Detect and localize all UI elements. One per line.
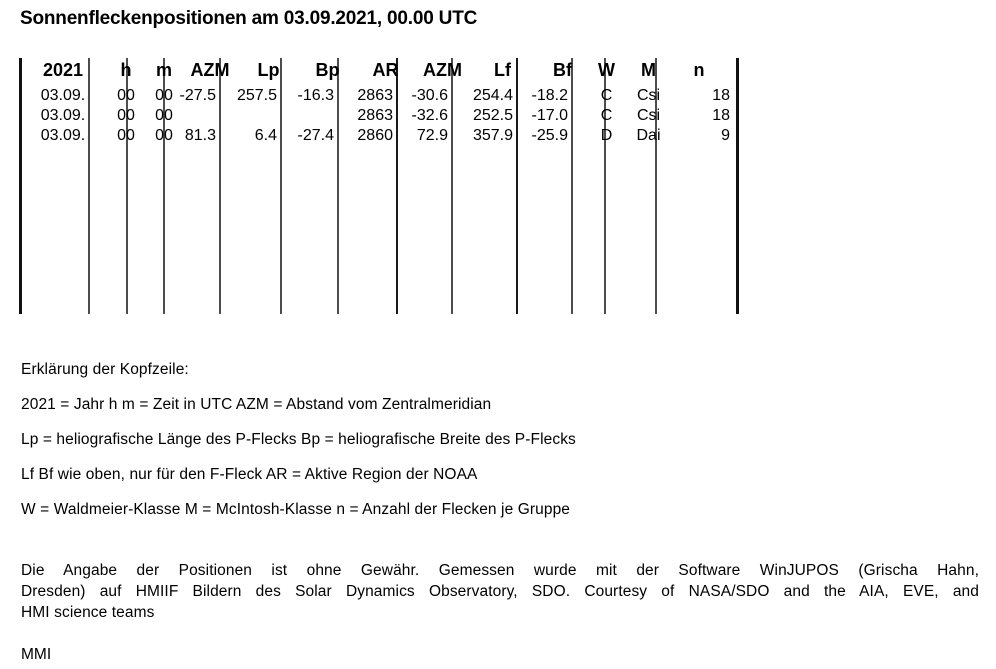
column-header-azm-f: AZM <box>423 60 462 80</box>
column-header-bf: Bf <box>553 60 572 80</box>
cell-m: 00 <box>155 127 173 144</box>
column-header-m: m <box>155 60 172 80</box>
cell-bp: -27.4 <box>297 127 334 144</box>
cell-w: C <box>600 107 613 124</box>
cell-lp: 257.5 <box>236 87 277 104</box>
legend-heading: Erklärung der Kopfzeile: <box>21 361 189 378</box>
legend-block <box>21 352 961 527</box>
cell-ar: 2863 <box>357 107 393 124</box>
column-header-n: n <box>693 60 705 80</box>
legend-line-2: Lp = heliografische Länge des P-Flecks Bp = heliografische Breite des P-Flecks <box>21 431 576 448</box>
column-header-w: W <box>598 60 615 80</box>
cell-year: 03.09. <box>40 127 86 144</box>
cell-lp <box>222 106 277 126</box>
cell-azm-f: -30.6 <box>411 87 448 104</box>
cell-w: C <box>600 87 613 104</box>
cell-azm-f: 72.9 <box>416 127 448 144</box>
table-row <box>19 106 738 126</box>
legend-line-3: Lf Bf wie oben, nur für den F-Fleck AR = Aktive Region der NOAA <box>21 466 478 483</box>
column-header-azm-p: AZM <box>190 60 230 80</box>
cell-m: 00 <box>155 107 173 124</box>
cell-w: D <box>600 127 613 144</box>
cell-m-class: Dai <box>636 127 661 144</box>
disclaimer-block <box>21 560 979 623</box>
cell-lp: 6.4 <box>254 127 277 144</box>
column-header-ar: AR <box>372 60 399 80</box>
cell-h: 00 <box>117 127 135 144</box>
cell-azm-p <box>166 106 216 126</box>
disclaimer-line-1: Die Angabe der Positionen ist ohne Gewähr. Gemessen wurde mit der Software WinJUPOS (Grischa Hahn, <box>21 562 979 579</box>
page-title: Sonnenfleckenpositionen am 03.09.2021, 00.00 UTC <box>20 8 478 29</box>
cell-year: 03.09. <box>40 87 86 104</box>
cell-lf: 254.4 <box>472 87 513 104</box>
cell-lf: 252.5 <box>472 107 513 124</box>
signature-text: MMI <box>21 646 52 663</box>
cell-azm-p: -27.5 <box>179 87 216 104</box>
cell-n: 18 <box>712 107 730 124</box>
column-header-lp: Lp <box>257 60 280 80</box>
column-header-h: h <box>120 60 132 80</box>
cell-n: 18 <box>712 87 730 104</box>
cell-lf: 357.9 <box>472 127 513 144</box>
cell-m-class: Csi <box>636 107 661 124</box>
cell-azm-p: 81.3 <box>184 127 216 144</box>
cell-bp <box>283 106 334 126</box>
cell-year: 03.09. <box>40 107 86 124</box>
cell-bp: -16.3 <box>297 87 334 104</box>
cell-bf: -17.0 <box>531 107 568 124</box>
cell-m-class: Csi <box>636 87 661 104</box>
cell-h: 00 <box>117 107 135 124</box>
column-header-lf: Lf <box>494 60 511 80</box>
legend-line-4: W = Waldmeier-Klasse M = McIntosh-Klasse n = Anzahl der Flecken je Gruppe <box>21 501 571 518</box>
sunspot-positions-table <box>19 58 738 314</box>
table-row <box>19 126 738 146</box>
cell-ar: 2863 <box>357 87 393 104</box>
table-header-row <box>19 60 738 80</box>
cell-n: 9 <box>721 127 730 144</box>
cell-m: 00 <box>155 87 173 104</box>
column-header-bp: Bp <box>315 60 340 80</box>
cell-bf: -25.9 <box>531 127 568 144</box>
cell-ar: 2860 <box>357 127 393 144</box>
cell-h: 00 <box>117 87 135 104</box>
column-header-year: 2021 <box>42 60 84 80</box>
table-row <box>19 86 738 106</box>
disclaimer-line-3: HMI science teams <box>21 604 155 621</box>
column-header-m-class: M <box>641 60 656 80</box>
disclaimer-line-2: Dresden) auf HMIIF Bildern des Solar Dynamics Observatory, SDO. Courtesy of NASA/SDO and the AIA, EVE, and <box>21 583 979 600</box>
cell-azm-f: -32.6 <box>411 107 448 124</box>
legend-line-1: 2021 = Jahr h m = Zeit in UTC AZM = Abstand vom Zentralmeridian <box>21 396 492 413</box>
cell-bf: -18.2 <box>531 87 568 104</box>
